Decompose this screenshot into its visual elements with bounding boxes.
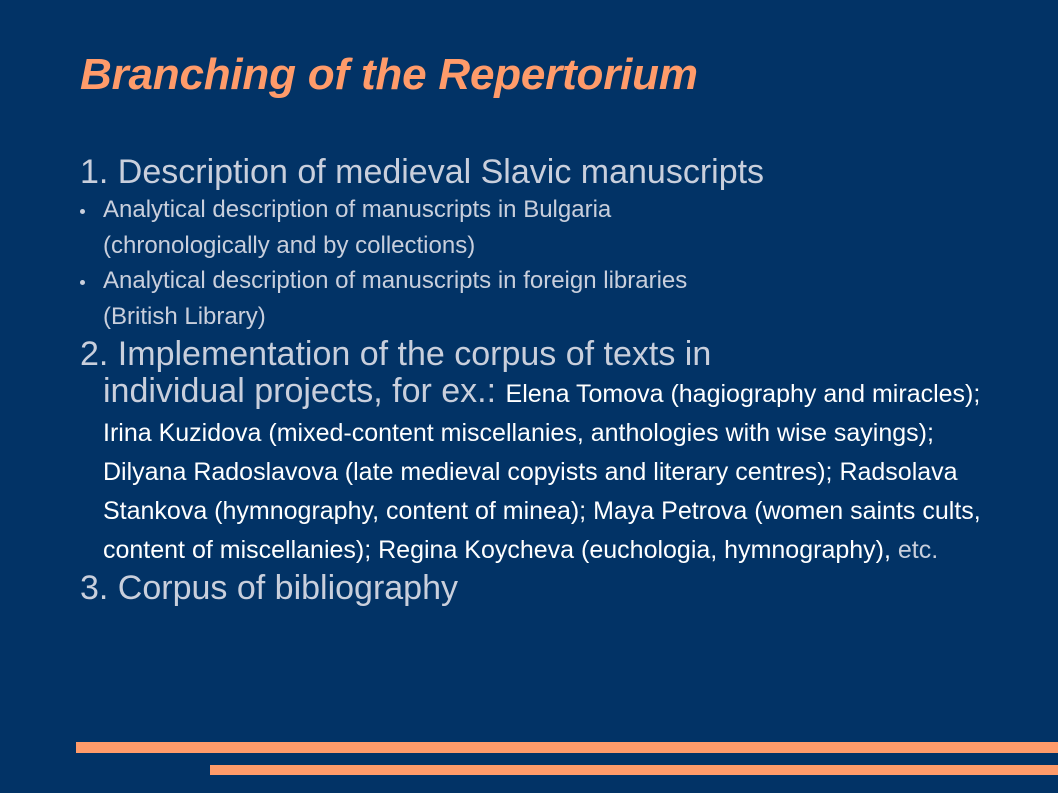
outline-item-1: 1. Description of medieval Slavic manuscripts	[80, 153, 765, 191]
decorative-rule-bottom	[210, 765, 1058, 775]
bullet-item-1-line-1: Analytical description of manuscripts in Bulgaria	[103, 196, 612, 223]
outline-item-2-lead-1: 2. Implementation of the corpus of texts in	[80, 335, 712, 373]
slide-title: Branching of the Repertorium	[80, 50, 698, 99]
bullet-dot-icon	[80, 280, 85, 285]
outline-item-2-details: Elena Tomova (hagiography and miracles); Irina Kuzidova (mixed-content miscellanies, anthologies with wise sayings); Dilyana Radoslavova (late medieval copyists and literary centres); Radsolava Stankova (hymnography, content of minea); Maya Petrova (women saints cults, content of miscellanies); Regina Koycheva (euchologia, hymnography),	[103, 379, 981, 564]
bullet-dot-icon	[80, 209, 85, 214]
outline-item-2-etc: etc.	[897, 535, 939, 564]
slide-content	[80, 152, 1010, 609]
bullet-item-1	[80, 192, 1010, 264]
bullet-item-2-line-1: Analytical description of manuscripts in foreign libraries	[103, 267, 688, 294]
bullet-item-2	[80, 263, 1010, 335]
decorative-rule-top	[76, 742, 1058, 753]
bullet-item-2-line-2: (British Library)	[103, 303, 266, 330]
bullet-item-1-line-2: (chronologically and by collections)	[103, 232, 476, 259]
outline-item-3: 3. Corpus of bibliography	[80, 569, 459, 608]
outline-item-2-lead-2: individual projects, for ex.:	[103, 371, 506, 410]
outline-item-2	[80, 336, 1010, 568]
